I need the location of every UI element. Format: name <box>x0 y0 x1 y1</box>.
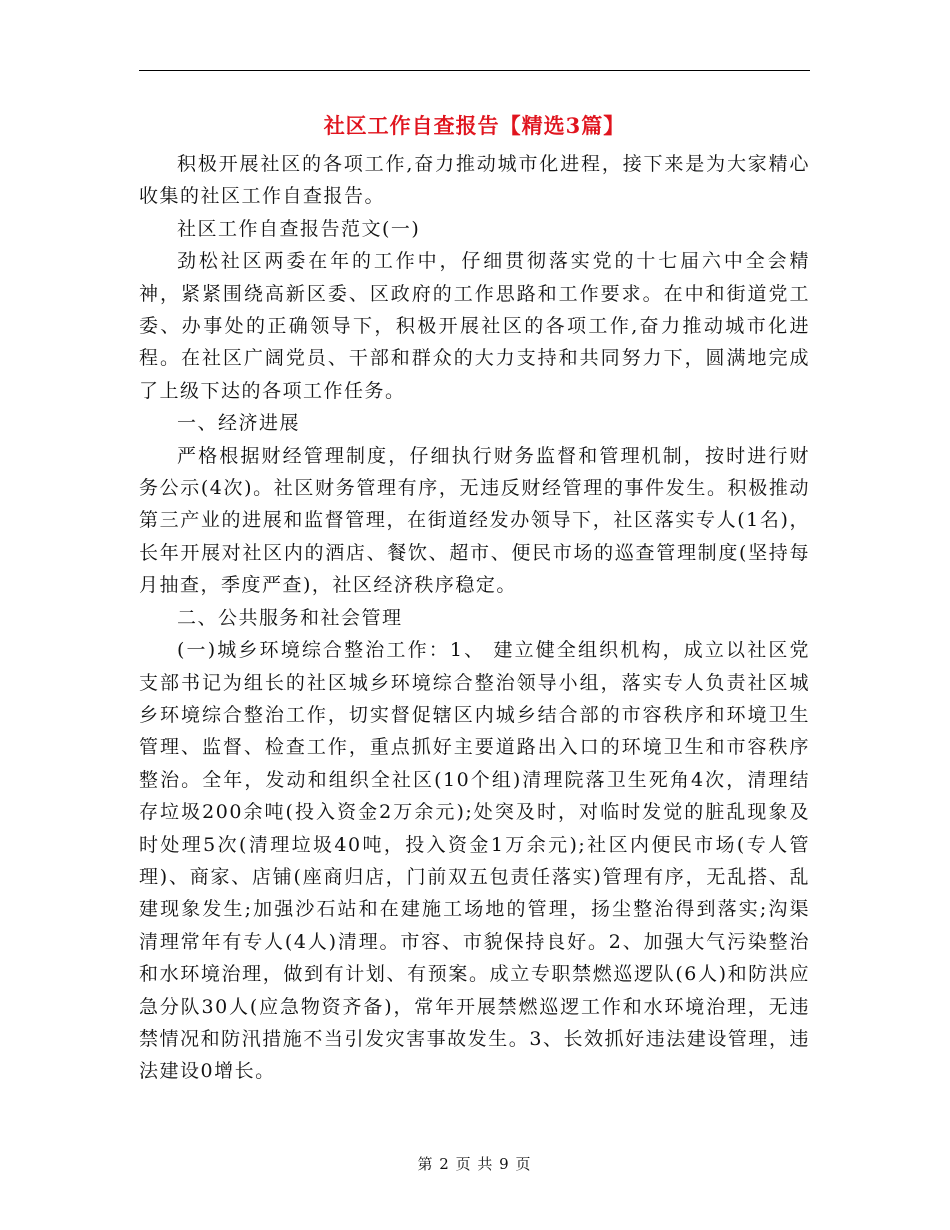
paragraph-section-2-heading: 二、公共服务和社会管理 <box>177 606 403 629</box>
paragraph-intro: 积极开展社区的各项工作,奋力推动城市化进程，接下来是为大家精心收集的社区工作自查报告。 <box>139 153 810 208</box>
document-body <box>139 148 810 1088</box>
document-title: 社区工作自查报告【精选3篇】 <box>323 113 626 138</box>
paragraph-environment: (一)城乡环境综合整治工作：1、 建立健全组织机构，成立以社区党支部书记为组长的社区城乡环境综合整治领导小组，落实专人负责社区城乡环境综合整治工作，切实督促辖区内城乡结合部的市容秩序和环境卫生管理、监督、检查工作，重点抓好主要道路出入口的环境卫生和市容秩序整治。全年，发动和组织全社区(10个组)清理院落卫生死角4次，清理结存垃圾200余吨(投入资金2万余元);处突及时，对临时发觉的脏乱现象及时处理5次(清理垃圾40吨，投入资金1万余元);社区内便民市场(专人管理)、商家、店铺(座商归店，门前双五包责任落实)管理有序，无乱搭、乱建现象发生;加强沙石站和在建施工场地的管理，扬尘整治得到落实;沟渠清理常年有专人(4人)清理。市容、市貌保持良好。2、加强大气污染整治和水环境治理，做到有计划、有预案。成立专职禁燃巡逻队(6人)和防洪应急分队30人(应急物资齐备)，常年开展禁燃巡逻工作和水环境治理，无违禁情况和防汛措施不当引发灾害事故发生。3、长效抓好违法建设管理，违法建设0增长。 <box>139 639 810 1083</box>
paragraph-section-1-heading: 一、经济进展 <box>177 412 301 435</box>
page-number: 第 2 页 共 9 页 <box>417 1155 532 1173</box>
header-rule <box>139 70 810 71</box>
paragraph-sample-heading: 社区工作自查报告范文(一) <box>177 217 421 240</box>
paragraph-overview: 劲松社区两委在年的工作中，仔细贯彻落实党的十七届六中全会精神，紧紧围绕高新区委、区政府的工作思路和工作要求。在中和街道党工委、办事处的正确领导下，积极开展社区的各项工作,奋力推动城市化进程。在社区广阔党员、干部和群众的大力支持和共同努力下，圆满地完成了上级下达的各项工作任务。 <box>139 250 810 402</box>
paragraph-economy: 严格根据财经管理制度，仔细执行财务监督和管理机制，按时进行财务公示(4次)。社区财务管理有序，无违反财经管理的事件发生。积极推动第三产业的进展和监督管理，在街道经发办领导下，社区落实专人(1名)，长年开展对社区内的酒店、餐饮、超市、便民市场的巡查管理制度(坚持每月抽查，季度严查)，社区经济秩序稳定。 <box>139 444 810 597</box>
